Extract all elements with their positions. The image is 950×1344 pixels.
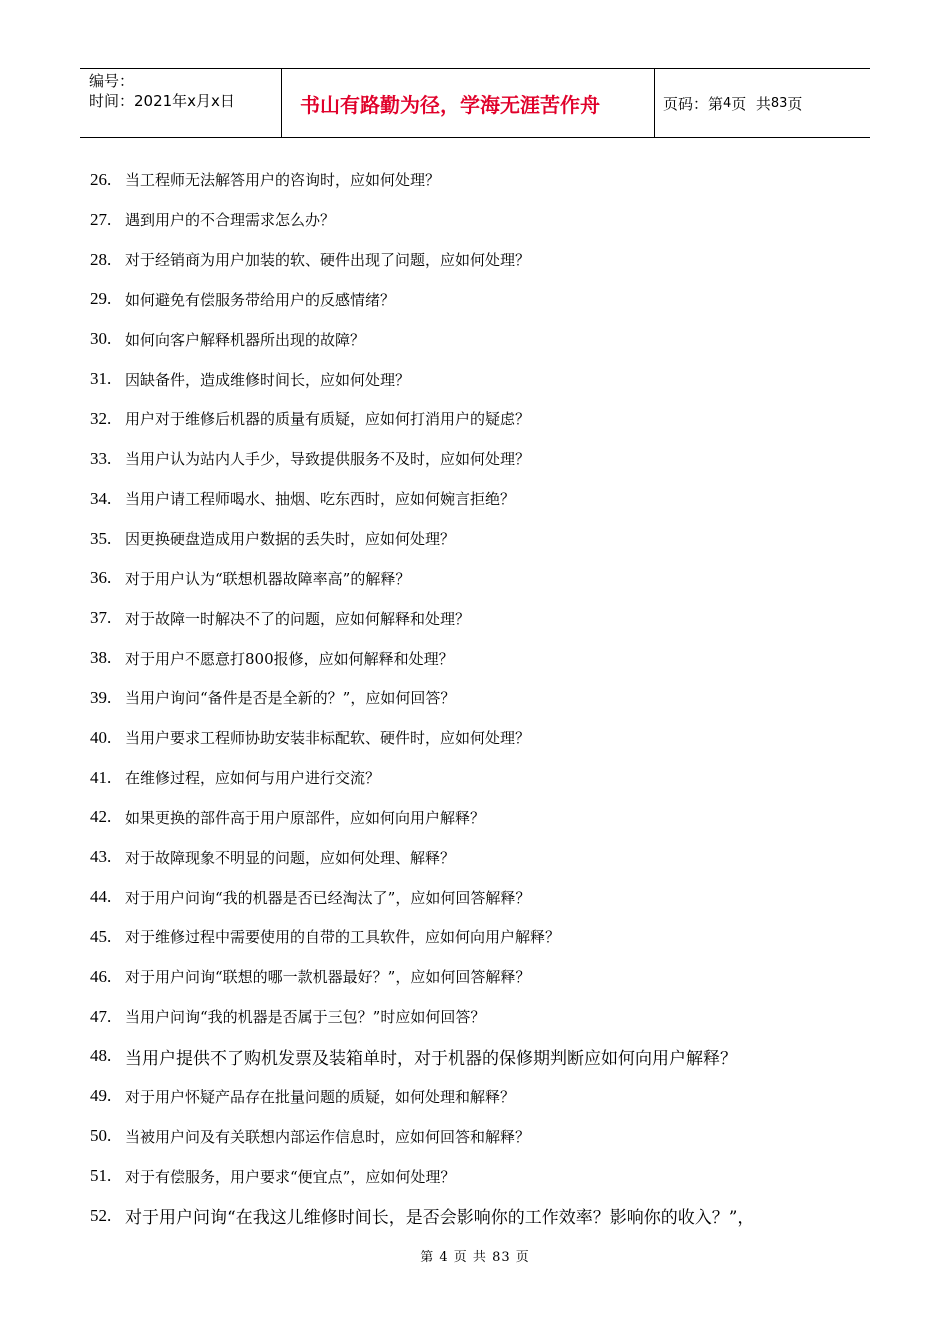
item-number: 47. xyxy=(90,1006,112,1026)
item-text: 对于用户认为“联想机器故障率高”的解释？ xyxy=(125,569,411,588)
list-item xyxy=(90,798,870,838)
item-number: 49. xyxy=(90,1086,112,1106)
item-number: 33. xyxy=(90,448,112,468)
list-item xyxy=(90,519,870,559)
document-time: 时间：2021年x月x日 xyxy=(89,92,235,110)
item-text: 如何避免有偿服务带给用户的反感情绪？ xyxy=(125,290,396,309)
list-item xyxy=(90,678,870,718)
page-footer xyxy=(0,1246,950,1265)
item-text: 当被用户问及有关联想内部运作信息时，应如何回答和解释？ xyxy=(125,1127,531,1146)
item-number: 48. xyxy=(90,1046,112,1066)
item-number: 37. xyxy=(90,608,112,628)
page-prefix: 页码：第 xyxy=(663,94,724,113)
item-text: 当用户要求工程师协助安装非标配软、硬件时，应如何处理？ xyxy=(125,729,531,748)
item-text: 对于用户怀疑产品存在批量问题的质疑，如何处理和解释？ xyxy=(125,1087,516,1106)
list-item xyxy=(90,917,870,957)
list-item xyxy=(90,758,870,798)
item-number: 52. xyxy=(90,1205,112,1225)
footer-current: 4 xyxy=(439,1250,449,1265)
footer-total: 83 xyxy=(492,1250,511,1265)
item-number: 38. xyxy=(90,648,112,668)
list-item xyxy=(90,558,870,598)
item-number: 50. xyxy=(90,1126,112,1146)
item-text: 当用户请工程师喝水、抽烟、吃东西时，应如何婉言拒绝？ xyxy=(125,490,516,509)
item-number: 40. xyxy=(90,727,112,747)
page-total: 83 xyxy=(770,95,788,111)
item-text: 当工程师无法解答用户的咨询时，应如何处理？ xyxy=(125,171,441,190)
list-item xyxy=(90,1076,870,1116)
item-text: 如果更换的部件高于用户原部件，应如何向用户解释？ xyxy=(125,808,486,827)
item-number: 43. xyxy=(90,847,112,867)
item-number: 46. xyxy=(90,966,112,986)
item-text: 对于经销商为用户加装的软、硬件出现了问题，应如何处理？ xyxy=(125,251,531,270)
document-number-label: 编号： xyxy=(89,72,135,90)
item-number: 28. xyxy=(90,249,112,269)
header-page-info xyxy=(655,69,870,137)
item-text: 遇到用户的不合理需求怎么办？ xyxy=(125,211,336,230)
item-text: 对于故障现象不明显的问题，应如何处理、解释？ xyxy=(125,848,456,867)
list-item xyxy=(90,240,870,280)
item-number: 26. xyxy=(90,169,112,189)
item-text: 用户对于维修后机器的质量有质疑，应如何打消用户的疑虑？ xyxy=(125,410,531,429)
page-suffix: 页 xyxy=(787,94,803,113)
list-item xyxy=(90,200,870,240)
item-text: 对于用户问询“联想的哪一款机器最好？”，应如何回答解释？ xyxy=(125,968,531,987)
item-text: 如何向客户解释机器所出现的故障？ xyxy=(125,330,366,349)
item-number: 42. xyxy=(90,807,112,827)
item-text: 当用户认为站内人手少，导致提供服务不及时，应如何处理？ xyxy=(125,450,531,469)
item-text: 对于用户问询“在我这儿维修时间长，是否会影响你的工作效率？影响你的收入？”， xyxy=(125,1208,755,1229)
header-meta xyxy=(80,69,282,137)
item-text: 当用户问询“我的机器是否属于三包？”时应如何回答？ xyxy=(125,1008,486,1027)
item-number: 36. xyxy=(90,568,112,588)
item-number: 35. xyxy=(90,528,112,548)
item-number: 27. xyxy=(90,209,112,229)
list-item xyxy=(90,638,870,678)
item-text: 对于故障一时解决不了的问题，应如何解释和处理？ xyxy=(125,609,471,628)
item-number: 51. xyxy=(90,1166,112,1186)
list-item xyxy=(90,160,870,200)
question-list xyxy=(90,160,870,1236)
item-text: 当用户提供不了购机发票及装箱单时，对于机器的保修期判断应如何向用户解释？ xyxy=(125,1048,737,1069)
list-item xyxy=(90,399,870,439)
item-text: 当用户询问“备件是否是全新的？”，应如何回答？ xyxy=(125,689,456,708)
item-text: 对于维修过程中需要使用的自带的工具软件，应如何向用户解释？ xyxy=(125,928,561,947)
list-item xyxy=(90,1116,870,1156)
list-item xyxy=(90,479,870,519)
header-motto: 书山有路勤为径，学海无涯苦作舟 xyxy=(282,69,655,137)
list-item xyxy=(90,359,870,399)
item-number: 31. xyxy=(90,369,112,389)
page-header xyxy=(80,68,870,138)
footer-middle: 页 共 xyxy=(453,1250,487,1265)
list-item xyxy=(90,1156,870,1196)
list-item xyxy=(90,598,870,638)
footer-suffix: 页 xyxy=(515,1250,530,1265)
item-text: 对于用户问询“我的机器是否已经淘汰了”，应如何回答解释？ xyxy=(125,888,531,907)
list-item xyxy=(90,997,870,1037)
item-text: 因更换硬盘造成用户数据的丢失时，应如何处理？ xyxy=(125,530,456,549)
list-item xyxy=(90,1037,870,1077)
page-current: 4 xyxy=(723,95,732,111)
item-number: 29. xyxy=(90,289,112,309)
list-item xyxy=(90,837,870,877)
list-item xyxy=(90,280,870,320)
item-number: 44. xyxy=(90,887,112,907)
item-number: 39. xyxy=(90,687,112,707)
item-number: 32. xyxy=(90,408,112,428)
list-item xyxy=(90,877,870,917)
list-item xyxy=(90,718,870,758)
page-middle: 页 共 xyxy=(731,94,771,113)
item-text: 对于有偿服务，用户要求“便宜点”，应如何处理？ xyxy=(125,1167,456,1186)
item-number: 30. xyxy=(90,329,112,349)
item-number: 41. xyxy=(90,767,112,787)
item-text: 对于用户不愿意打800报修，应如何解释和处理？ xyxy=(125,649,454,668)
item-text: 在维修过程，应如何与用户进行交流？ xyxy=(125,769,381,788)
footer-prefix: 第 xyxy=(420,1250,435,1265)
item-number: 45. xyxy=(90,926,112,946)
list-item xyxy=(90,319,870,359)
list-item xyxy=(90,1196,870,1236)
list-item xyxy=(90,957,870,997)
list-item xyxy=(90,439,870,479)
item-text: 因缺备件，造成维修时间长，应如何处理？ xyxy=(125,370,411,389)
item-number: 34. xyxy=(90,488,112,508)
